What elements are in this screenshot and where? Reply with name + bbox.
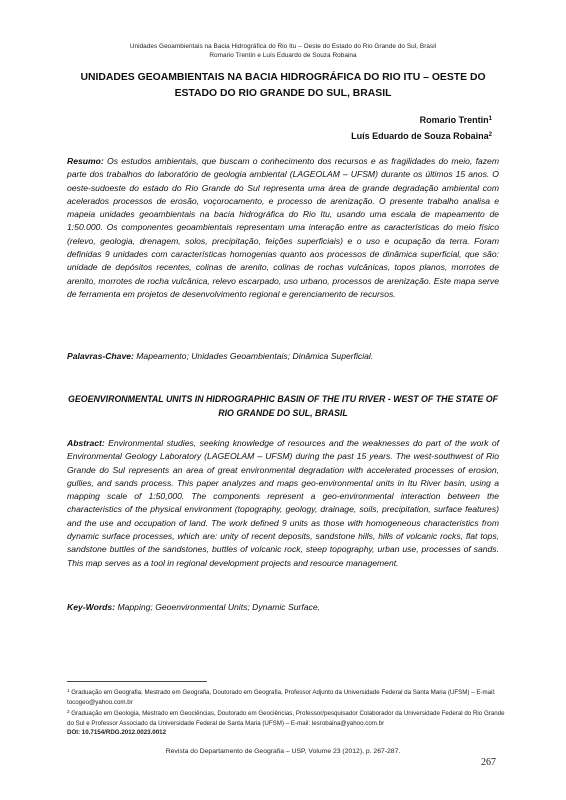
author-2-name: Luís Eduardo de Souza Robaina (351, 131, 489, 141)
author-1-name: Romario Trentin (419, 115, 489, 125)
footnote-1-text: Graduação em Geografia, Mestrado em Geografia, Doutorado em Geografia, Professor Adjunto da Universidade Federal da Santa Maria (UFSM) – E-mail: tocogeo@yahoo.com.br (67, 689, 496, 706)
footnote-2-text: Graduação em Geologia, Mestrado em Geociências, Doutorado em Geociências, Professor/pesquisador Colaborador da Universidade Federal do Rio Grande do Sul e Professor Associado da Universidade Federal de Santa Maria (UFSM) – E-mail: lesrobaina@yahoo.com.br (67, 710, 505, 727)
author-list (351, 112, 492, 144)
running-header (0, 42, 566, 60)
keywords-text: Mapping; Geoenvironmental Units; Dynamic Surface. (115, 602, 320, 612)
english-title: GEOENVIRONMENTAL UNITS IN HIDROGRAPHIC BASIN OF THE ITU RIVER - WEST OF THE STATE OF RIO GRANDE DO SUL, BRASIL (68, 394, 498, 418)
palavras-chave-line (67, 350, 499, 363)
footnotes (67, 686, 507, 738)
abstract-paragraph (67, 437, 499, 570)
author-2 (351, 128, 492, 144)
running-header-authors: Romario Trentin e Luís Eduardo de Souza Robaina (209, 52, 357, 59)
resumo-label: Resumo: (67, 156, 104, 166)
footnote-2-mark: 2 (67, 709, 70, 715)
footnote-2 (67, 707, 507, 728)
footnote-1 (67, 686, 507, 707)
footnote-1-mark: 1 (67, 688, 70, 693)
author-1-footnote-mark: 1 (488, 116, 492, 122)
resumo-text: Os estudos ambientais, que buscam o conhecimento dos recursos e as fragilidades do meio, fazem parte dos trabalhos do laboratório de geologia ambiental (LAGEOLAM – UFSM) durante os últimos 15 anos. O oeste-sudoeste do estado do Rio Grande do Sul representa uma área de grande degradação ambiental com acelerados processos de erosão, voçorocamento, e processo de arenização. O presente trabalho analisa e mapeia unidades geoambientais na bacia hidrográfica do Rio Itu, usando uma escala de mapeamento de 1:50.000. Os componentes geoambientais representam uma interação entre as características do meio físico (relevo, geologia, drenagem, solos, precipitação, feições superficiais) e o uso e ocupação da terra. Foram definidas 9 unidades com características homogenias quanto aos processos de dinâmica superficial, que são: unidade de depósitos recentes, colinas de arenito, colinas de rochas vulcânicas, topos planos, morrotes de arenito, morrotes de rocha vulcânica, relevo escarpado, uso urbano, processos de arenização. Este mapa serve de ferramenta em projetos de desenvolvimento regional e gerenciamento de recursos. (67, 156, 499, 299)
doi: DOI: 10.7154/RDG.2012.0023.0012 (67, 729, 167, 737)
footnote-divider (67, 681, 207, 682)
author-2-footnote-mark: 2 (488, 132, 492, 138)
palavras-chave-label: Palavras-Chave: (67, 351, 134, 361)
keywords-line (67, 601, 499, 614)
author-1 (351, 112, 492, 128)
resumo-paragraph (67, 155, 499, 301)
page-number: 267 (481, 757, 496, 768)
keywords-label: Key-Words: (67, 602, 116, 612)
journal-citation: Revista do Departamento de Geografia – USP, Volume 23 (2012), p. 267-287. (165, 748, 401, 755)
abstract-text: Environmental studies, seeking knowledge of resources and the weaknesses do part of the work of Environmental Geology Laboratory (LAGEOLAM – UFSM) during the past 15 years. The west-southwest of Rio Grande do Sul represents an area of great environmental degradation with accelerated processes of erosion, gullies, and sands process. This paper analyzes and maps geo-environmental units in Itu River basin, using a mapping scale of 1:50,000. The components represent a geo-environmental interaction between the characteristics of the physical environment (topography, geology, drainage, soils, precipitation, surface features) and the use and occupation of land. The work defined 9 units as those with homogeneous characteristics from dynamic surface processes, which are: unity of recent deposits, sandstone hills, hills of volcanic rocks, flat tops, sandstone buttles of the sandstones, buttles of volcanic rock, steep topography, urban use, processes of sands. This map serves as a tool in regional development projects and resource management. (67, 438, 499, 568)
abstract-label: Abstract: (67, 438, 105, 448)
palavras-chave-text: Mapeamento; Unidades Geoambientais; Dinâmica Superficial. (133, 351, 374, 361)
paper-title: UNIDADES GEOAMBIENTAIS NA BACIA HIDROGRÁFICA DO RIO ITU – OESTE DO ESTADO DO RIO GRANDE DO SUL, BRASIL (80, 72, 486, 99)
running-header-title: Unidades Geoambientais na Bacia Hidrográfica do Rio Itu – Oeste do Estado do Rio Grande do Sul, Brasil (129, 43, 437, 50)
